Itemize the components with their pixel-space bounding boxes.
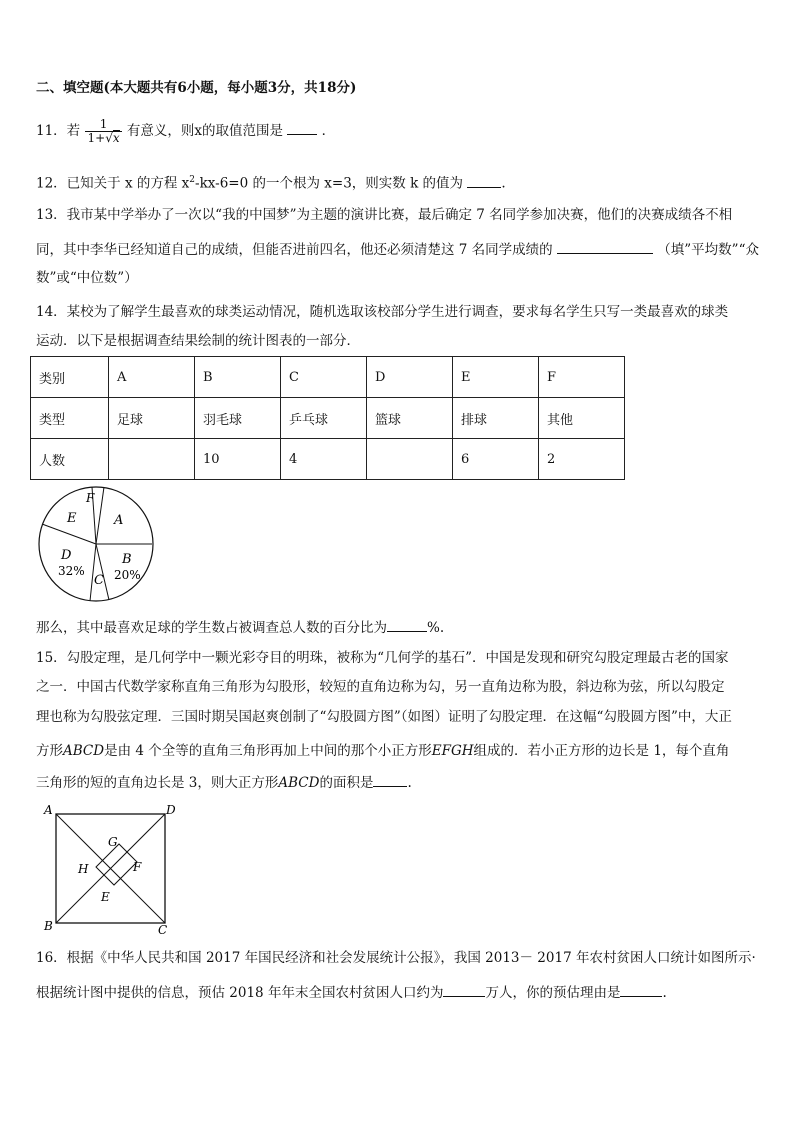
q12-answer-blank[interactable] (467, 173, 501, 188)
q16-answer-blank-2[interactable] (620, 982, 662, 997)
label-d: D (166, 803, 176, 817)
label-e: E (101, 890, 110, 904)
table-cell: 类型 (31, 398, 109, 439)
q12-exponent: 2 (189, 175, 196, 185)
inner-square-efgh (96, 844, 137, 885)
label-c: C (158, 923, 168, 937)
pie-pct-b: 20% (114, 568, 141, 582)
q13-line2-text: 同，其中李华已经知道自己的成绩，但能否进前四名，他还必须清楚这 7 名同学成绩的 (36, 242, 553, 258)
stat-table (30, 356, 625, 480)
table-cell: 排球 (453, 398, 539, 439)
question-14-line-1: 14．某校为了解学生最喜欢的球类运动情况，随机选取该校部分学生进行调查，要求每名学生只写一类最喜欢的球类 (36, 304, 729, 320)
label-f: F (133, 860, 142, 874)
label-g: G (108, 835, 118, 849)
question-11 (36, 114, 335, 150)
table-cell: E (453, 357, 539, 398)
table-cell: F (539, 357, 625, 398)
q13-answer-blank[interactable] (557, 239, 653, 254)
table-cell: D (367, 357, 453, 398)
label-b: B (44, 919, 53, 933)
table-row (31, 439, 625, 480)
pie-label-c: C (94, 573, 104, 588)
q11-answer-blank[interactable] (287, 120, 317, 135)
question-15-line-2: 之一．中国古代数学家称直角三角形为勾股形，较短的直角边称为勾，另一直角边称为股，斜边称为弦，所以勾股定 (36, 679, 725, 695)
pie-label-f: F (86, 491, 95, 505)
q11-text-end: ． (321, 123, 336, 139)
pie-divider (42, 524, 96, 544)
q15-text: 方形 (36, 743, 63, 759)
q11-text-after: 有意义，则x的取值范围是 (126, 123, 284, 139)
pie-label-d: D (61, 548, 72, 563)
q15-answer-blank[interactable] (373, 772, 407, 787)
q11-fraction (85, 118, 121, 145)
question-15-line-3: 理也称为勾股弦定理．三国时期吴国赵爽创制了“勾股圆方图”（如图）证明了勾股定理．在这幅“勾股圆方图”中，大正 (36, 709, 732, 725)
q15-text: 组成的．若小正方形的边长是 1，每个直角 (473, 743, 730, 759)
question-13-line-2 (36, 239, 759, 260)
table-cell: 乒乓球 (281, 398, 367, 439)
q16-text: 万人，你的预估理由是 (485, 985, 621, 1001)
table-cell: 2 (539, 439, 625, 480)
table-cell: C (281, 357, 367, 398)
q13-options-text: （填”平均数”“众 (657, 242, 759, 258)
q14-prompt-text: 那么，其中最喜欢足球的学生数占被调查总人数的百分比为 (36, 620, 387, 636)
table-cell: 足球 (109, 398, 195, 439)
q11-den-prefix: 1+ (87, 131, 106, 145)
question-15-line-4 (36, 741, 729, 761)
gougu-figure (38, 800, 188, 940)
table-cell: B (195, 357, 281, 398)
pie-label-b: B (122, 552, 132, 567)
q11-fraction-numerator: 1 (85, 118, 121, 132)
pie-pct-d: 32% (58, 564, 85, 578)
table-row (31, 357, 625, 398)
label-a: A (44, 803, 53, 817)
question-15-line-1: 15．勾股定理，是几何学中一颗光彩夺目的明珠，被称为“几何学的基石”．中国是发现和研究勾股定理最古老的国家 (36, 650, 729, 666)
q15-text: 三角形的短的直角边长是 3，则大正方形 (36, 775, 279, 791)
question-14-prompt (36, 617, 444, 638)
q16-text-end: . (662, 985, 667, 1001)
q11-text-before: 11．若 (36, 123, 81, 139)
question-13-line-3: 数”或“中位数”） (36, 270, 138, 286)
table-cell: 10 (195, 439, 281, 480)
table-cell: 其他 (539, 398, 625, 439)
q12-text-end: . (501, 175, 506, 192)
pie-divider (96, 487, 104, 544)
q15-abcd: ABCD (63, 743, 105, 759)
q15-text: 的面积是 (319, 775, 374, 791)
pie-label-e: E (67, 511, 77, 526)
question-14-line-2: 运动．以下是根据调查结果绘制的统计图表的一部分． (36, 333, 360, 349)
question-13-line-1: 13．我市某中学举办了一次以“我的中国梦”为主题的演讲比赛，最后确定 7 名同学参加决赛，他们的决赛成绩各不相 (36, 207, 733, 223)
q16-text: 根据统计图中提供的信息，预估 2018 年年末全国农村贫困人口约为 (36, 985, 444, 1001)
question-12 (36, 170, 506, 194)
table-cell (109, 439, 195, 480)
q15-efgh: EFGH (431, 743, 474, 759)
q14-prompt-end: %. (427, 620, 445, 636)
table-cell: 人数 (31, 439, 109, 480)
q12-text-before: 12．已知关于 x 的方程 x (36, 175, 190, 192)
pie-divider (96, 544, 109, 600)
table-cell: A (109, 357, 195, 398)
pie-chart (34, 484, 158, 608)
section-title: 二、填空题(本大题共有6小题，每小题3分，共18分) (36, 80, 357, 96)
table-cell: 6 (453, 439, 539, 480)
table-cell: 羽毛球 (195, 398, 281, 439)
question-16-line-1: 16．根据《中华人民共和国 2017 年国民经济和社会发展统计公报》，我国 2013－ 2017 年农村贫困人口统计如图所示· (36, 950, 756, 966)
q15-text-end: . (407, 775, 412, 791)
table-cell: 4 (281, 439, 367, 480)
table-cell: 篮球 (367, 398, 453, 439)
q11-fraction-denominator: 1+√x (87, 131, 120, 145)
q15-abcd: ABCD (278, 775, 320, 791)
q15-text: 是由 4 个全等的直角三角形再加上中间的那个小正方形 (104, 743, 432, 759)
table-row (31, 398, 625, 439)
pie-label-a: A (114, 513, 124, 528)
q14-answer-blank[interactable] (387, 617, 427, 632)
q16-answer-blank-1[interactable] (443, 982, 485, 997)
table-cell (367, 439, 453, 480)
q11-sqrt-radicand: x (112, 131, 120, 145)
question-16-line-2 (36, 982, 667, 1003)
question-15-line-5 (36, 772, 412, 793)
label-h: H (78, 862, 89, 876)
q12-text-after: -kx-6=0 的一个根为 x=3，则实数 k 的值为 (195, 175, 464, 192)
table-cell: 类别 (31, 357, 109, 398)
